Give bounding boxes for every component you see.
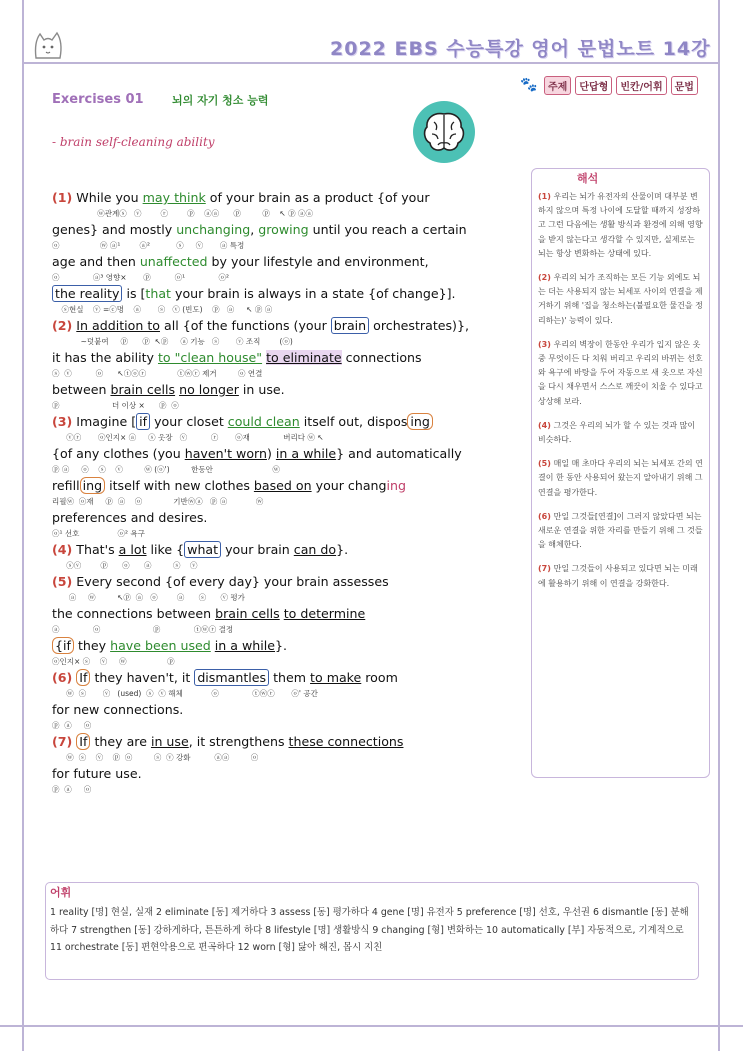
grammar-gloss: ⓞ ⓦ ⓐ¹ ⓐ² ⓢ ⓥ ⓐ 특정 bbox=[52, 241, 245, 250]
passage-line: the reality is [that your brain is always in a state {of change}]. bbox=[52, 286, 524, 301]
passage-line: it has the ability to "clean house" to eliminate connections bbox=[52, 350, 422, 365]
tag-topic: 주제 bbox=[544, 76, 571, 95]
translation-item bbox=[538, 419, 705, 447]
grammar-gloss: ⓐ ⓦ ↖ⓟ ⓐ ⓞ ⓐ ⓢ ⓥ 평가 bbox=[52, 593, 245, 602]
passage-line: (2) In addition to all {of the functions (your brain orchestrates)}, bbox=[52, 318, 469, 333]
grammar-gloss: 리필ⓦ ⓞ재 ⓟ ⓐ ⓞ 기반ⓦⓐ ⓟ ⓐ ⓦ bbox=[52, 497, 264, 506]
cat-logo-icon bbox=[30, 28, 66, 62]
translation-item-text: 만일 그것들[연결]이 그러지 않았다면 뇌는 새로운 연결을 위한 자리를 만들기 위해 그 것들을 해체한다. bbox=[538, 511, 703, 550]
grammar-gloss: ⓢ현실 ⓥ =ⓒ명 ⓐ ⓢ ⓥ (빈도) ⓟ ⓐ ↖ ⓟ ⓐ bbox=[52, 305, 273, 314]
grammar-gloss: ⓢⓥ ⓟ ⓞ ⓐ ⓢ ⓥ bbox=[52, 561, 198, 570]
translation-item-number: (1) bbox=[538, 192, 554, 201]
passage-line: (4) That's a lot like { what your brain can do}. bbox=[52, 542, 349, 557]
grammar-gloss: ⓟ ⓐ ⓞ bbox=[52, 721, 92, 730]
grammar-gloss: ⓢ ⓥ ⓞ ↖ⓣⓞⓡ ⓣⓦⓡ 제거 ⓞ 연결 bbox=[52, 369, 263, 378]
passage-line: genes} and mostly unchanging, growing until you reach a certain bbox=[52, 222, 467, 237]
passage-line: preferences and desires. bbox=[52, 510, 208, 525]
translation-item bbox=[538, 510, 705, 553]
translation-item-text: 만일 그것들이 사용되고 있다면 뇌는 미래에 활용하기 위해 이 연결을 강화한다. bbox=[538, 564, 698, 588]
translation-item-number: (7) bbox=[538, 564, 554, 574]
category-tags bbox=[544, 76, 698, 95]
grammar-gloss: ~덧붙여 ⓟ ⓟ ↖ⓟ ⓐ 기능 ⓢ ⓥ 조직 (ⓞ) bbox=[52, 337, 293, 346]
passage-body bbox=[52, 190, 524, 798]
passage-line: refill ing itself with new clothes based on your changing bbox=[52, 478, 407, 493]
passage-line: (6) If they haven't, it dismantles them to make room bbox=[52, 670, 398, 685]
translation-item-number: (2) bbox=[538, 273, 554, 283]
tag-grammar: 문법 bbox=[671, 76, 698, 95]
translation-item-text: 그것은 우리의 뇌가 할 수 있는 것과 많이 비슷하다. bbox=[538, 420, 696, 445]
grammar-gloss: ⓟ ⓐ ⓞ bbox=[52, 785, 92, 794]
page-frame-left bbox=[22, 0, 24, 1051]
exercise-title: Exercises 01 bbox=[52, 92, 144, 107]
grammar-gloss: ⓐ ⓞ ⓟ ⓣⓦⓡ 결정 bbox=[52, 625, 234, 634]
grammar-gloss: ⓦ ⓢ ⓥ ⓟ ⓞ ⓢ ⓥ 강화 ⓐⓐ ⓞ bbox=[52, 753, 259, 762]
passage-line: (7) If they are in use, it strengthens these connections bbox=[52, 734, 404, 749]
passage-line: for new connections. bbox=[52, 702, 184, 717]
passage-line: (5) Every second {of every day} your brain assesses bbox=[52, 574, 389, 589]
footer-rule bbox=[0, 1025, 743, 1027]
grammar-gloss: ⓦ ⓢ ⓥ (used) ⓢ ⓥ 해체 ⓞ ⓣⓦⓡ ⓞ' 공간 bbox=[52, 689, 318, 698]
passage-line: (1) While you may think of your brain as a product {of your bbox=[52, 190, 430, 205]
translation-heading: 해석 bbox=[577, 172, 599, 185]
translation-item bbox=[538, 271, 705, 328]
translation-item-number: (5) bbox=[538, 459, 554, 469]
grammar-gloss: ⓞ인지× ⓢ ⓥ ⓦ ⓟ bbox=[52, 657, 175, 666]
exercise-subtitle: - brain self-cleaning ability bbox=[52, 135, 215, 149]
translation-item bbox=[538, 190, 705, 261]
translation-item-text: 우리는 뇌가 유전자의 산물이며 대부분 변하지 않으며 특정 나이에 도달할 때까지 성장하고 그런 다음에는 생활 방식과 환경에 의해 영향을 받지 않는다고 생각할 수 있지만, 실제로는 뇌는 항상 변화하는 상태에 있다. bbox=[538, 192, 703, 258]
vocab-body: 1 reality [명] 현실, 실재 2 eliminate [동] 제거하다 3 assess [동] 평가하다 4 gene [명] 유전자 5 preference [명] 선호, 우선권 6 dismantle [동] 분해하다 7 strengthen [동] 강하게하다, 튼튼하게 하다 8 lifestyle [명] 생활방식 9 changing [형] 변화하는 10 automatically [부] 자동적으로, 기계적으로 11 orchestrate [동] 편현악용으로 편곡하다 12 worn [형] 닳아 해진, 몹시 지친 bbox=[50, 907, 689, 953]
grammar-gloss: ⓞ ⓐ³ 영향× ⓟ ⓞ¹ ⓞ² bbox=[52, 273, 229, 282]
translation-item bbox=[538, 562, 705, 590]
passage-line: (3) Imagine [ if your closet could clean itself out, dispos ing bbox=[52, 414, 524, 429]
brain-icon bbox=[412, 100, 476, 164]
exercise-korean-title: 뇌의 자기 청소 능력 bbox=[172, 94, 269, 107]
tag-blank-vocab: 빈칸/어휘 bbox=[616, 76, 666, 95]
vocab-heading: 어휘 bbox=[50, 886, 72, 899]
passage-line: for future use. bbox=[52, 766, 142, 781]
translation-item-text: 우리의 벽장이 한동안 우리가 입지 않은 옷 중 무엇이든 다 치워 버리고 우리의 바뀌는 선호와 욕구에 바탕을 두어 자동으로 새 옷으로 자신을 다시 채우면서 스스로 깨끗이 치울 수 있다고 상상해 보라. bbox=[538, 339, 703, 406]
translation-item-text: 매일 매 초마다 우리의 뇌는 뇌세포 간의 연결이 한 동안 사용되어 왔는지 알아내기 위해 그 연결을 평가한다. bbox=[538, 459, 703, 497]
translation-item-number: (3) bbox=[538, 339, 554, 349]
header-rule bbox=[22, 62, 720, 64]
passage-line: the connections between brain cells to determine bbox=[52, 606, 366, 621]
passage-line: between brain cells no longer in use. bbox=[52, 382, 285, 397]
translation-item bbox=[538, 457, 705, 500]
book-title: 2022 EBS 수능특강 영어 문법노트 14강 bbox=[330, 38, 711, 60]
translation-item-text: 우리의 뇌가 조직하는 모든 기능 외에도 뇌는 더는 사용되지 않는 뇌세포 사이의 연결을 제거하기 위해 '집을 청소하는(불필요한 물건을 정리하는)' 능력이 있다. bbox=[538, 273, 703, 325]
passage-line: {if they have been used in a while}. bbox=[52, 638, 524, 653]
grammar-gloss: ⓟ 더 이상 × ⓟ ⓞ bbox=[52, 401, 179, 410]
grammar-gloss: ⓟ ⓐ ⓞ ⓢ ⓥ ⓦ (ⓞ') 한동안 ⓦ bbox=[52, 465, 280, 474]
grammar-gloss: ⓦ관계ⓢ ⓥ ⓡ ⓟ ⓐⓐ ⓟ ⓟ ↖ ⓟ ⓐⓐ bbox=[52, 209, 313, 218]
translation-item bbox=[538, 338, 705, 409]
page-frame-right bbox=[718, 0, 720, 1051]
grammar-gloss: ⓥⓡ ⓞ인지× ⓐ ⓢ 옷장 ⓥ ⓡ ⓞ재 버리다 ⓦ ↖ bbox=[52, 433, 324, 442]
passage-line: age and then unaffected by your lifestyle and environment, bbox=[52, 254, 429, 269]
passage-line: {of any clothes (you haven't worn) in a while} and automatically bbox=[52, 446, 462, 461]
translation-body bbox=[538, 190, 705, 601]
tag-short-answer: 단답형 bbox=[575, 76, 612, 95]
grammar-gloss: ⓞ¹ 선호 ⓞ² 욕구 bbox=[52, 529, 145, 538]
translation-item-number: (6) bbox=[538, 511, 554, 521]
paw-icon: 🐾 bbox=[520, 77, 538, 93]
translation-item-number: (4) bbox=[538, 420, 554, 430]
